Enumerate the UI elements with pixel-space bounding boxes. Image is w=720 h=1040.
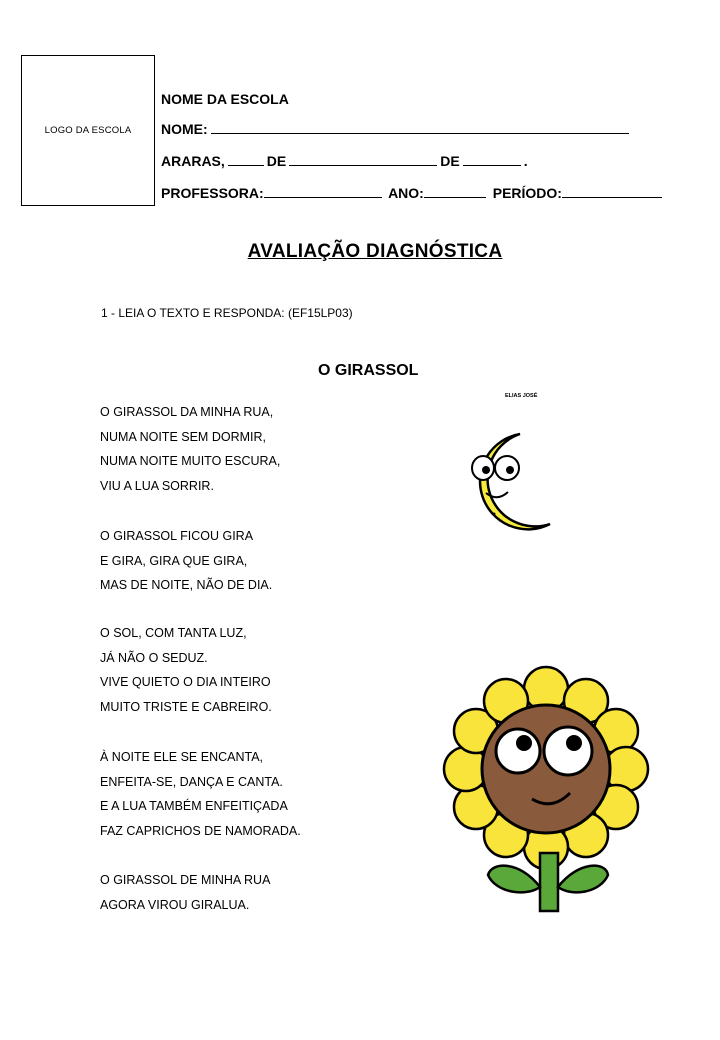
verse-line: NUMA NOITE MUITO ESCURA, — [100, 454, 281, 468]
verse-line: E A LUA TAMBÉM ENFEITIÇADA — [100, 799, 288, 813]
verse-line: FAZ CAPRICHOS DE NAMORADA. — [100, 823, 301, 838]
moon-shape — [480, 434, 550, 529]
stanza-4 — [100, 745, 301, 843]
verse-line: VIVE QUIETO O DIA INTEIRO — [100, 675, 271, 689]
moon-dot — [493, 513, 496, 516]
sunflower-pupil-right — [566, 735, 582, 751]
grade-label: ANO: — [388, 185, 424, 201]
day-field[interactable] — [228, 153, 264, 166]
poem-title: O GIRASSOL — [318, 362, 419, 379]
verse-line: MAS DE NOITE, NÃO DE DIA. — [100, 578, 273, 592]
school-name: NOME DA ESCOLA — [161, 91, 289, 107]
month-field[interactable] — [289, 153, 437, 166]
sunflower-face — [482, 705, 610, 833]
de-label-2: DE — [440, 153, 460, 169]
verse-line: AGORA VIROU GIRALUA. — [100, 897, 250, 912]
verse-line: O GIRASSOL FICOU GIRA — [100, 529, 254, 543]
verse-line: JÁ NÃO O SEDUZ. — [100, 650, 208, 665]
teacher-line — [161, 184, 665, 202]
sunflower-illustration — [440, 665, 652, 925]
sunflower-eye-right — [544, 727, 592, 775]
sunflower-pupil-left — [516, 735, 532, 751]
teacher-label: PROFESSORA: — [161, 185, 264, 201]
verse-line: ENFEITA-SE, DANÇA E CANTA. — [100, 774, 283, 789]
verse-line: O SOL, COM TANTA LUZ, — [100, 626, 247, 640]
city-label: ARARAS, — [161, 153, 225, 169]
period-label: PERÍODO: — [492, 185, 562, 201]
stanza-3 — [100, 621, 272, 719]
de-label-1: DE — [266, 153, 287, 169]
stanza-2 — [100, 524, 272, 598]
question-text: 1 - LEIA O TEXTO E RESPONDA: (EF15LP03) — [101, 306, 353, 320]
poem-author: ELIAS JOSÉ — [505, 393, 538, 399]
date-line — [161, 152, 528, 170]
stanza-1 — [100, 400, 280, 498]
verse-line: NUMA NOITE SEM DORMIR, — [100, 429, 266, 444]
name-field[interactable] — [211, 121, 629, 134]
verse-line: MUITO TRISTE E CABREIRO. — [100, 699, 272, 714]
name-label: NOME: — [161, 121, 208, 137]
year-field[interactable] — [463, 153, 521, 166]
moon-pupil-right — [506, 466, 514, 474]
verse-line: O GIRASSOL DA MINHA RUA, — [100, 405, 274, 419]
school-logo-placeholder — [21, 55, 155, 206]
logo-label: LOGO DA ESCOLA — [44, 125, 132, 136]
moon-illustration — [450, 420, 570, 540]
grade-field[interactable] — [424, 185, 486, 198]
verse-line: O GIRASSOL DE MINHA RUA — [100, 873, 271, 887]
teacher-field[interactable] — [264, 185, 382, 198]
sunflower-leaf-left — [488, 866, 540, 893]
verse-line: E GIRA, GIRA QUE GIRA, — [100, 553, 248, 568]
period-field[interactable] — [562, 185, 662, 198]
date-period: . — [523, 153, 528, 169]
verse-line: À NOITE ELE SE ENCANTA, — [100, 750, 264, 764]
sunflower-stem — [540, 853, 558, 911]
sunflower-eye-left — [496, 729, 540, 773]
sunflower-leaf-right — [558, 866, 608, 893]
verse-line: VIU A LUA SORRIR. — [100, 478, 214, 493]
student-name-line — [161, 120, 632, 138]
stanza-5 — [100, 868, 270, 917]
moon-pupil-left — [482, 466, 490, 474]
page-title: AVALIAÇÃO DIAGNÓSTICA — [247, 241, 503, 262]
